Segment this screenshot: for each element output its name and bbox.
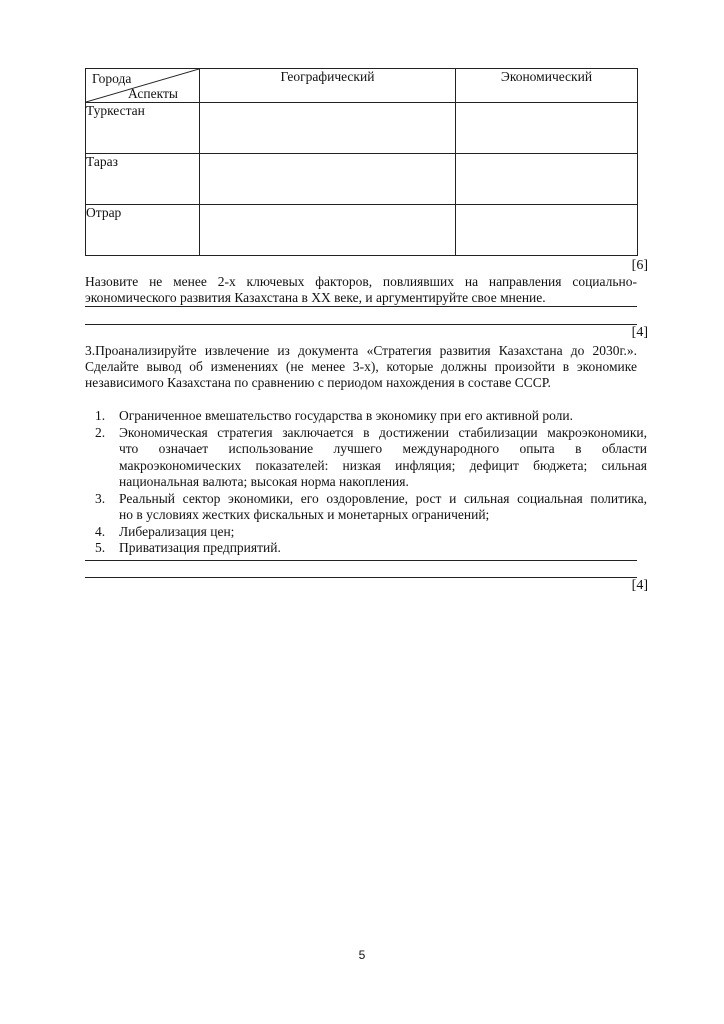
city-cell: Отрар [86, 205, 200, 256]
table-row [86, 205, 638, 256]
page-number: 5 [358, 948, 366, 962]
answer-line[interactable] [85, 577, 637, 578]
diagonal-header-cell [86, 69, 200, 103]
marks-question-2: [4] [631, 325, 648, 340]
question-line: независимого Казахстана по сравнению с периодом нахождения в составе СССР. [85, 375, 551, 390]
question-line: Сделайте вывод об изменениях (не менее 3-х), которые должны произойти в экономике [85, 359, 637, 374]
list-item: 2. Экономическая стратегия заключается в достижении стабилизации макроэкономики, что означает использование лучшего международного опыта в области макроэкономических показателей: низкая инфляция; дефицит бюджета; сильная национальная валюта; высокая норма накопления. [95, 424, 647, 489]
table-row [86, 103, 638, 154]
cities-aspects-table [85, 68, 638, 256]
table-row [86, 154, 638, 205]
question-line: Назовите не менее 2-х ключевых факторов, повлиявших на направления социально- [85, 274, 637, 289]
header-aspects-label: Аспекты [128, 86, 178, 101]
list-item: 4. Либерализация цен; [95, 523, 235, 539]
list-item: 1. Ограниченное вмешательство государства в экономику при его активной роли. [95, 408, 573, 423]
strategy-excerpt-list [95, 408, 647, 557]
list-item: 3. Реальный сектор экономики, его оздоровление, рост и сильная социальная политика, но в условиях жестких фискальных и монетарных ограничений; [95, 490, 647, 522]
header-geographic: Географический [200, 69, 456, 103]
answer-cell-geographic[interactable] [200, 205, 456, 256]
answer-line[interactable] [85, 306, 637, 307]
answer-cell-economic[interactable] [456, 205, 638, 256]
answer-line[interactable] [85, 324, 637, 325]
marks-task-1: [6] [631, 258, 648, 273]
answer-cell-economic[interactable] [456, 103, 638, 154]
question-3-text [85, 343, 637, 391]
answer-cell-geographic[interactable] [200, 103, 456, 154]
list-item: 5. Приватизация предприятий. [95, 540, 281, 555]
question-line: экономического развития Казахстана в XX веке, и аргументируйте свое мнение. [85, 290, 546, 305]
answer-line[interactable] [85, 560, 637, 561]
header-cities-label: Города [92, 71, 132, 86]
question-line: 3.Проанализируйте извлечение из документа «Стратегия развития Казахстана до 2030г.». [85, 343, 637, 358]
table-header-row [86, 69, 638, 103]
city-cell: Туркестан [86, 103, 200, 154]
answer-cell-geographic[interactable] [200, 154, 456, 205]
marks-question-3: [4] [631, 578, 648, 593]
answer-cell-economic[interactable] [456, 154, 638, 205]
question-2-text [85, 274, 637, 306]
header-economic: Экономический [456, 69, 638, 103]
city-cell: Тараз [86, 154, 200, 205]
